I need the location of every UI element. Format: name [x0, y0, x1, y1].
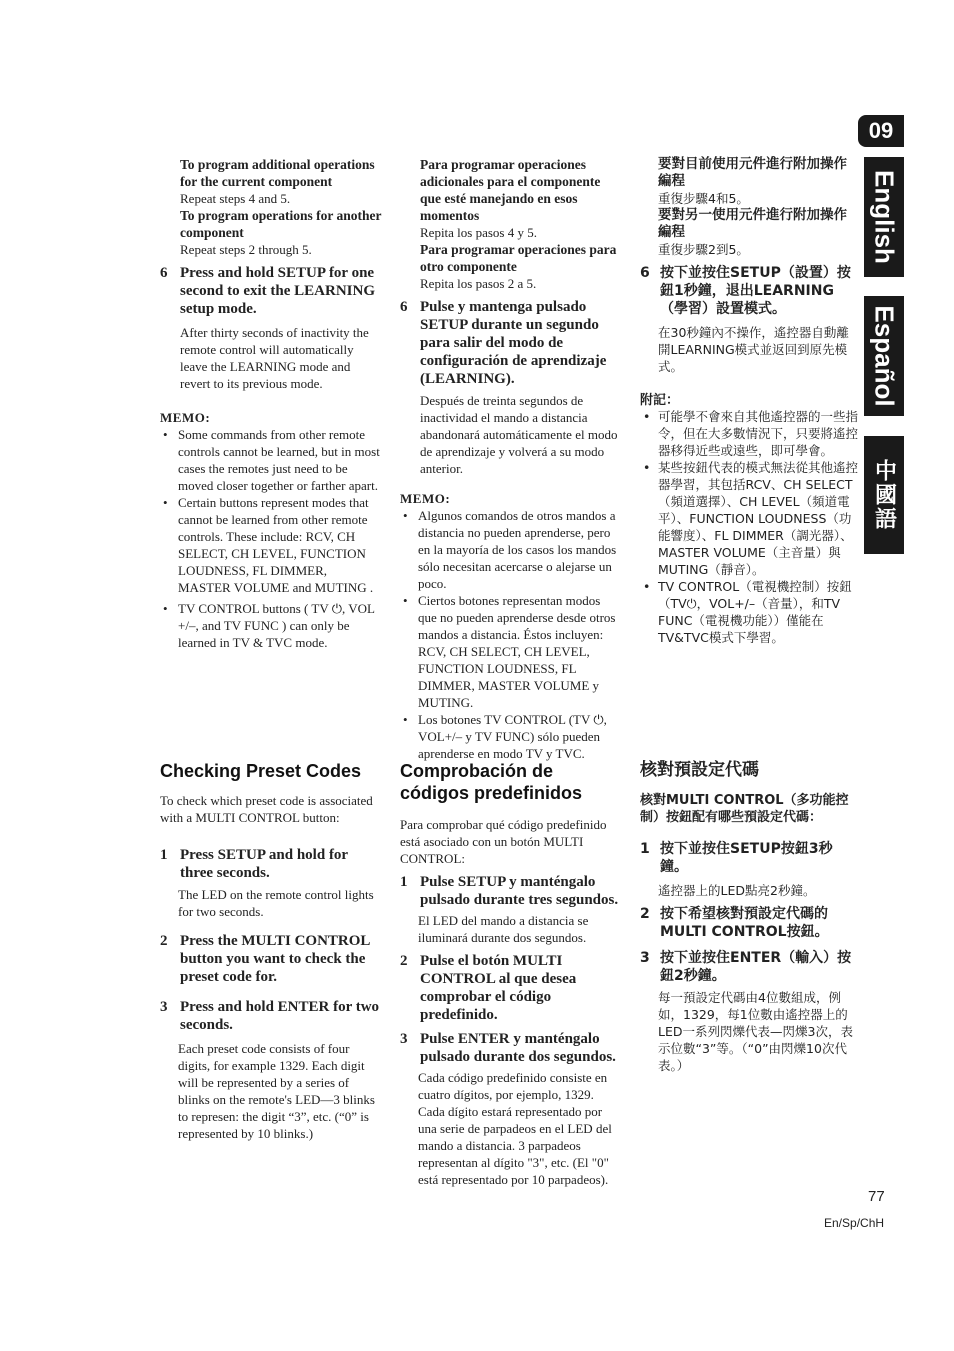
- es-step6-num: 6: [400, 299, 408, 315]
- en-check-step3-num: 3: [160, 999, 168, 1015]
- es-memo-item: • Ciertos botones representan modos que no pueden aprenderse desde otros mandos a distancia. Éstos incluyen: RCV, CH SELECT, CH LEVEL, FUNCTION LOUDNESS, FL DIMMER, MASTER VOLUME y MUTING.: [400, 592, 622, 711]
- en-memo-heading: MEMO:: [160, 410, 211, 425]
- es-memo-heading: MEMO:: [400, 491, 451, 506]
- en-intro2-body: Repeat steps 2 through 5.: [180, 242, 312, 257]
- en-check-step1-text: Press SETUP and hold for three seconds.: [180, 847, 348, 881]
- es-check-step2-num: 2: [400, 953, 408, 969]
- es-check-step1-body: El LED del mando a distancia se iluminará durante dos segundos.: [418, 913, 589, 945]
- chinese-column: [640, 156, 860, 646]
- en-memo-item: • Certain buttons represent modes that cannot be learned from other remote controls. These include: RCV, CH SELECT, CH LEVEL, FUNCTION LOUDNESS, FL DIMMER, MASTER VOLUME and MUTING .: [160, 494, 382, 596]
- espanol-tab-label: Español: [869, 305, 900, 407]
- en-step6-body: After thirty seconds of inactivity the remote control will automatically leave the LEARNING mode and revert to its previous mode.: [180, 325, 369, 391]
- en-check-step1: [160, 846, 382, 882]
- es-check-step3: [400, 1030, 622, 1066]
- en-step6: [160, 264, 382, 318]
- zh-memo-item: • 可能學不會來自其他遙控器的一些指令，但在大多數情況下，只要將遙控器移得近些或遠些，即可學會。: [640, 408, 860, 459]
- en-memo-list: [160, 426, 382, 651]
- chapter-number-tab: 09: [858, 115, 904, 147]
- zh-memo-list: [640, 408, 860, 646]
- zh-step6-num: 6: [640, 265, 650, 281]
- es-memo-list: [400, 507, 622, 762]
- espanol-tab: [864, 296, 904, 416]
- zh-intro1-title: 要對目前使用元件進行附加操作編程: [658, 156, 847, 189]
- es-step6-text: Pulse y mantenga pulsado SETUP durante un segundo para salir del modo de configuración de aprendizaje (LEARNING).: [420, 299, 607, 387]
- es-memo-item: • Algunos comandos de otros mandos a distancia no pueden aprenderse, pero en la mayoría de los casos los mandos sólo necesitan acercarse o alejarse un poco.: [400, 507, 622, 592]
- en-memo-item: • Some commands from other remote controls cannot be learned, but in most cases the remotes just need to be moved closer together or farther apart.: [160, 426, 382, 494]
- zh-step6-body: 在30秒鐘內不操作，遙控器自動離開LEARNING模式並返回到原先模式。: [658, 325, 849, 374]
- en-memo-item: • TV CONTROL buttons ( TV ⏻, VOL +/–, and TV FUNC ) can only be learned in TV & TVC mode.: [160, 600, 382, 651]
- zh-check-step3-text: 按下並按住ENTER（輸入）按鈕2秒鐘。: [660, 950, 852, 984]
- en-check-step3-text: Press and hold ENTER for two seconds.: [180, 999, 380, 1033]
- zh-check-intro: 核對MULTI CONTROL（多功能控制）按鈕配有哪些預設定代碼：: [640, 793, 849, 825]
- zh-step6: [640, 264, 860, 318]
- zh-step6-text: 按下並按住SETUP（設置）按鈕1秒鐘，退出LEARNING（學習）設置模式。: [660, 265, 851, 317]
- es-check-step1-text: Pulse SETUP y manténgalo pulsado durante tres segundos.: [420, 874, 619, 908]
- es-step6: [400, 298, 622, 388]
- chinese-tab: [864, 436, 904, 554]
- es-check-step3-num: 3: [400, 1031, 408, 1047]
- es-intro1-title: Para programar operaciones adicionales para el componente que esté manejando en esos momentos: [420, 157, 601, 223]
- zh-memo-item: • 某些按鈕代表的模式無法從其他遙控器學習，其包括RCV、CH SELECT（頻道選擇）、CH LEVEL（頻道電平）、FUNCTION LOUDNESS（功能響度）、FL DIMMER（調光器）、MASTER VOLUME（主音量）與MUTING（靜音）。: [640, 459, 860, 578]
- en-check-title: Checking Preset Codes: [160, 761, 362, 781]
- language-code: En/Sp/ChH: [824, 1216, 885, 1230]
- page-number: 77: [868, 1188, 885, 1205]
- zh-check-step1: [640, 840, 860, 876]
- zh-check-title: 核對預設定代碼: [640, 760, 759, 780]
- en-step6-text: Press and hold SETUP for one second to exit the LEARNING setup mode.: [180, 265, 375, 317]
- zh-check-step2-text: 按下希望核對預設定代碼的MULTI CONTROL按鈕。: [660, 906, 829, 940]
- zh-check-step2-num: 2: [640, 906, 650, 922]
- en-intro1-body: Repeat steps 4 and 5.: [180, 191, 291, 206]
- zh-memo-item: • TV CONTROL（電視機控制）按鈕（TV⏻，VOL+/–（音量），和TV FUNC（電視機功能））僅能在TV&TVC模式下學習。: [640, 578, 860, 646]
- es-check-step1: [400, 873, 622, 909]
- zh-check-step1-text: 按下並按住SETUP按鈕3秒鐘。: [660, 841, 833, 875]
- zh-check-step3-body: 每一預設定代碼由4位數組成，例如，1329，每1位數由遙控器上的LED一系列閃爍代表—閃爍3次，表示位數“3”等。（“0”由閃爍10次代表。）: [658, 990, 853, 1073]
- en-check-step1-body: The LED on the remote control lights for two seconds.: [178, 887, 374, 919]
- es-intro1-body: Repita los pasos 4 y 5.: [420, 225, 537, 240]
- es-check-step2: [400, 952, 622, 1024]
- zh-intro1-body: 重復步驟4和5。: [658, 191, 749, 206]
- zh-intro2-title: 要對另一使用元件進行附加操作編程: [658, 207, 847, 240]
- zh-check-step3: [640, 949, 860, 985]
- es-check-step3-text: Pulse ENTER y manténgalo pulsado durante dos segundos.: [420, 1031, 616, 1065]
- es-check-step1-num: 1: [400, 874, 408, 890]
- en-intro1-title: To program additional operations for the current component: [180, 157, 375, 189]
- en-check-step3: [160, 998, 382, 1034]
- es-check-intro: Para comprobar qué código predefinido está asociado con un botón MULTI CONTROL:: [400, 817, 607, 866]
- zh-check-step3-num: 3: [640, 950, 650, 966]
- en-check-step2-text: Press the MULTI CONTROL button you want to check the preset code for.: [180, 933, 370, 985]
- en-check-step2-num: 2: [160, 933, 168, 949]
- es-check-step3-body: Cada código predefinido consiste en cuatro dígitos, por ejemplo, 1329. Cada dígito estará representado por una serie de parpadeos en el LED del mando a distancia. 3 parpadeos representan al dígito "3", etc. (El "0" está representado por 10 parpadeos).: [418, 1070, 612, 1187]
- spanish-column: [400, 156, 622, 762]
- es-intro2-body: Repita los pasos 2 a 5.: [420, 276, 537, 291]
- zh-check-step2: [640, 905, 860, 941]
- english-tab-label: English: [869, 170, 900, 264]
- zh-check-step1-body: 遙控器上的LED點亮2秒鐘。: [658, 883, 816, 898]
- en-step6-num: 6: [160, 265, 168, 281]
- en-check-step3-body: Each preset code consists of four digits, for example 1329. Each digit will be represented by a series of blinks on the remote's LED—3 blinks to represen: the digit “3”, etc. (“0” is represented by 10 blinks.): [178, 1041, 375, 1141]
- es-check-step2-text: Pulse el botón MULTI CONTROL al que desea comprobar el código predefinido.: [420, 953, 577, 1023]
- es-check-title: Comprobación de códigos predefinidos: [400, 761, 583, 803]
- chinese-check-section: [640, 760, 860, 1074]
- en-check-step1-num: 1: [160, 847, 168, 863]
- spanish-check-section: [400, 760, 622, 1188]
- zh-check-step1-num: 1: [640, 841, 650, 857]
- en-check-step2: [160, 932, 382, 986]
- es-intro2-title: Para programar operaciones para otro componente: [420, 242, 617, 274]
- zh-memo-heading: 附記：: [640, 393, 680, 408]
- english-column: [160, 156, 382, 651]
- en-check-intro: To check which preset code is associated with a MULTI CONTROL button:: [160, 793, 373, 825]
- english-check-section: [160, 760, 382, 1142]
- english-tab: [864, 157, 904, 277]
- chinese-tab-label: 中國語: [871, 459, 897, 531]
- es-step6-body: Después de treinta segundos de inactividad el mando a distancia abandonará automáticamente el modo de aprendizaje y volverá a su modo anterior.: [420, 393, 618, 476]
- es-memo-item: • Los botones TV CONTROL (TV ⏻, VOL+/– y TV FUNC) sólo pueden aprenderse en modo TV y TVC.: [400, 711, 622, 762]
- zh-intro2-body: 重復步驟2到5。: [658, 242, 749, 257]
- en-intro2-title: To program operations for another component: [180, 208, 382, 240]
